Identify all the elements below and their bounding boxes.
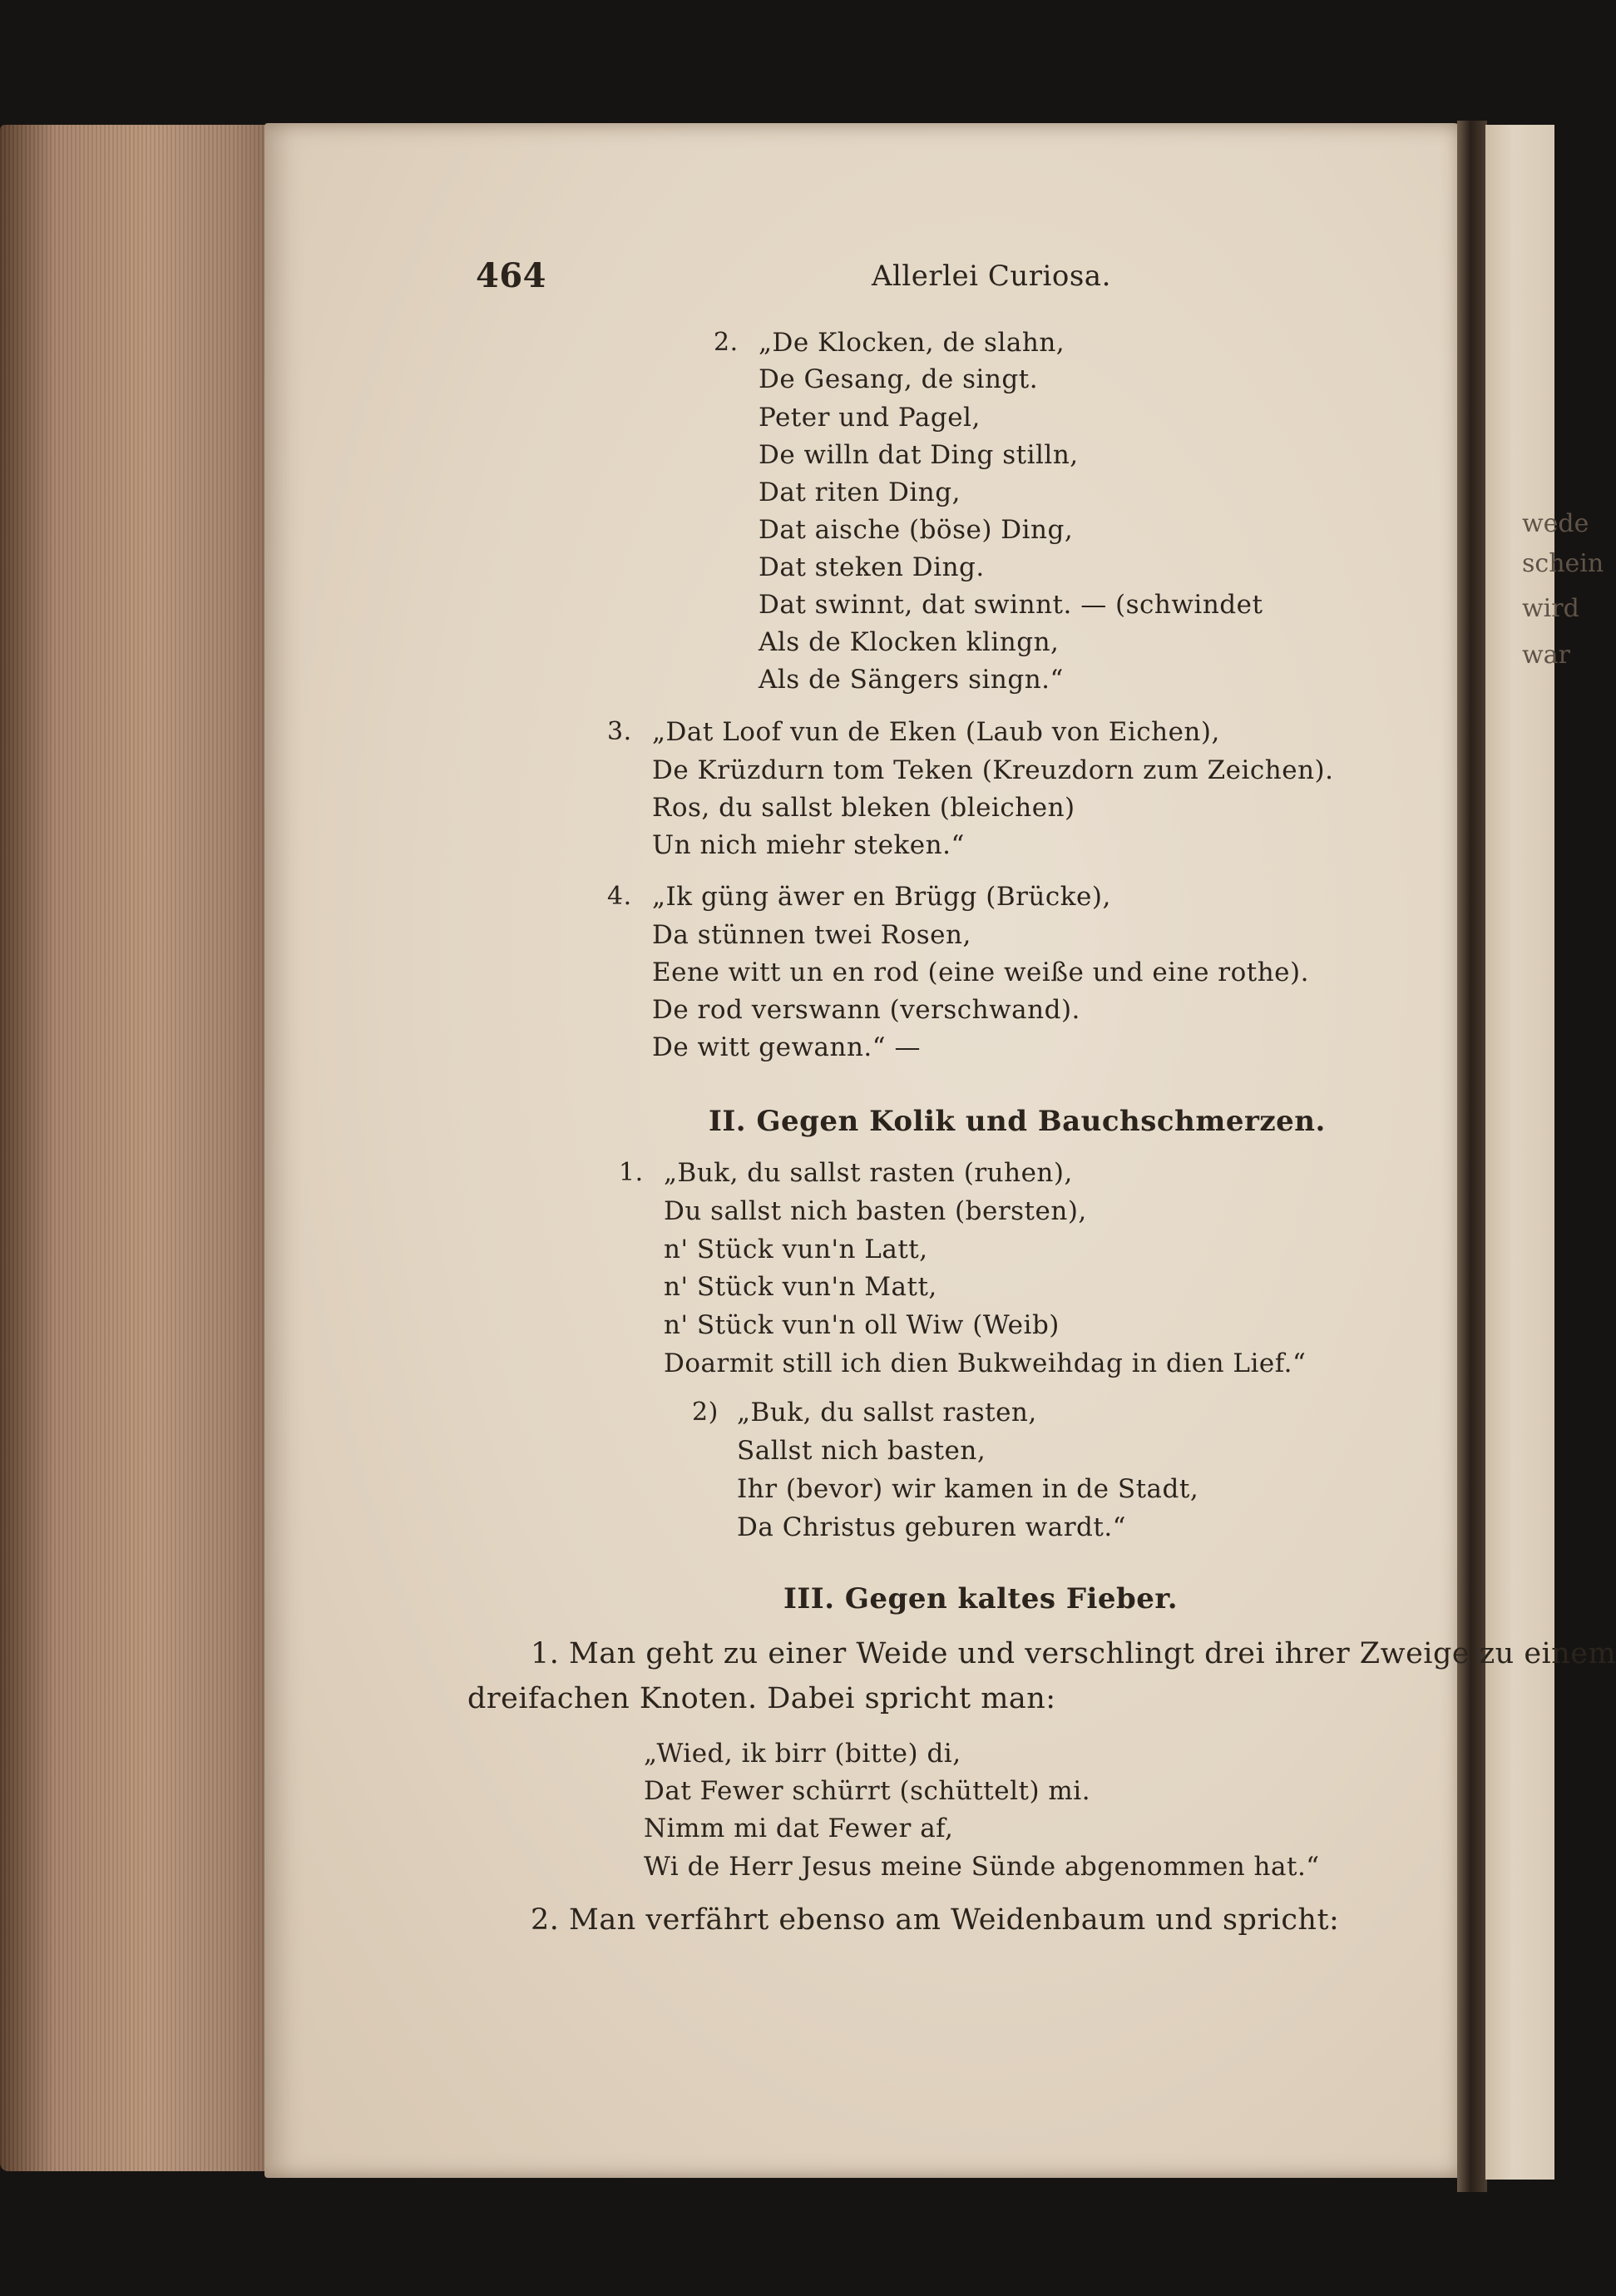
verse-line: Dat swinnt, dat swinnt. — (schwindet [759,590,1263,620]
verse-line: Doarmit still ich dien Bukweihdag in dien Lief.“ [664,1348,1307,1378]
paragraph-line: 2. Man verfährt ebenso am Weidenbaum und spricht: [531,1903,1340,1937]
verse-line: De Krüzdurn tom Teken (Kreuzdorn zum Zeichen). [652,755,1334,785]
verse-line: „Ik güng äwer en Brügg (Brücke), [652,882,1111,912]
adjacent-page [1485,125,1554,2180]
verse-line: Als de Klocken klingn, [759,627,1060,657]
verse-line: „De Klocken, de slahn, [759,328,1065,358]
verse-line: Als de Sängers singn.“ [759,665,1064,695]
stanza-number: 4. [607,882,632,911]
section-heading: II. Gegen Kolik und Bauchschmerzen. [709,1105,1326,1138]
verse-line: „Buk, du sallst rasten, [737,1398,1037,1428]
fragment: war [1522,641,1570,670]
verse-line: „Buk, du sallst rasten (ruhen), [664,1158,1073,1188]
verse-line: Dat riten Ding, [759,478,961,507]
fragment: schein [1522,549,1604,578]
page-number: 464 [476,256,546,295]
verse-line: De willn dat Ding stilln, [759,440,1079,470]
verse-line: n' Stück vun'n Latt, [664,1235,928,1264]
running-title: Allerlei Curiosa. [872,260,1111,293]
book-fore-edge [0,125,274,2171]
verse-line: „Wied, ik birr (bitte) di, [644,1739,961,1769]
verse-line: Dat Fewer schürrt (schüttelt) mi. [644,1776,1091,1806]
verse-line: Dat steken Ding. [759,552,985,582]
stanza-number: 2. [714,328,739,357]
verse-line: n' Stück vun'n oll Wiw (Weib) [664,1310,1060,1340]
verse-line: Da stünnen twei Rosen, [652,920,971,950]
verse-line: Du sallst nich basten (bersten), [664,1196,1087,1226]
fragment: wede [1522,509,1589,538]
verse-line: Un nich miehr steken.“ [652,830,965,860]
verse-line: De rod verswann (verschwand). [652,995,1080,1025]
verse-line: Sallst nich basten, [737,1436,986,1466]
verse-line: n' Stück vun'n Matt, [664,1272,937,1302]
paragraph-line: 1. Man geht zu einer Weide und verschlingt drei ihrer Zweige zu einem [531,1637,1616,1670]
verse-line: Da Christus geburen wardt.“ [737,1512,1127,1542]
fragment: wird [1522,594,1579,623]
verse-line: Nimm mi dat Fewer af, [644,1814,954,1843]
verse-line: „Dat Loof vun de Eken (Laub von Eichen), [652,717,1220,747]
verse-line: De Gesang, de singt. [759,364,1039,394]
verse-line: Wi de Herr Jesus meine Sünde abgenommen hat.“ [644,1852,1320,1882]
verse-line: Ros, du sallst bleken (bleichen) [652,793,1075,823]
verse-line: Dat aische (böse) Ding, [759,515,1074,545]
verse-line: Eene witt un en rod (eine weiße und eine rothe). [652,957,1309,987]
book-gutter [1457,121,1487,2192]
verse-line: Peter und Pagel, [759,403,981,433]
verse-line: De witt gewann.“ — [652,1032,921,1062]
verse-line: Ihr (bevor) wir kamen in de Stadt, [737,1474,1199,1504]
verse-number: 1. [619,1158,644,1187]
paragraph-line: dreifachen Knoten. Dabei spricht man: [467,1682,1056,1715]
verse-number: 2) [692,1398,719,1427]
section-heading: III. Gegen kaltes Fieber. [783,1582,1179,1616]
stanza-number: 3. [607,717,632,746]
